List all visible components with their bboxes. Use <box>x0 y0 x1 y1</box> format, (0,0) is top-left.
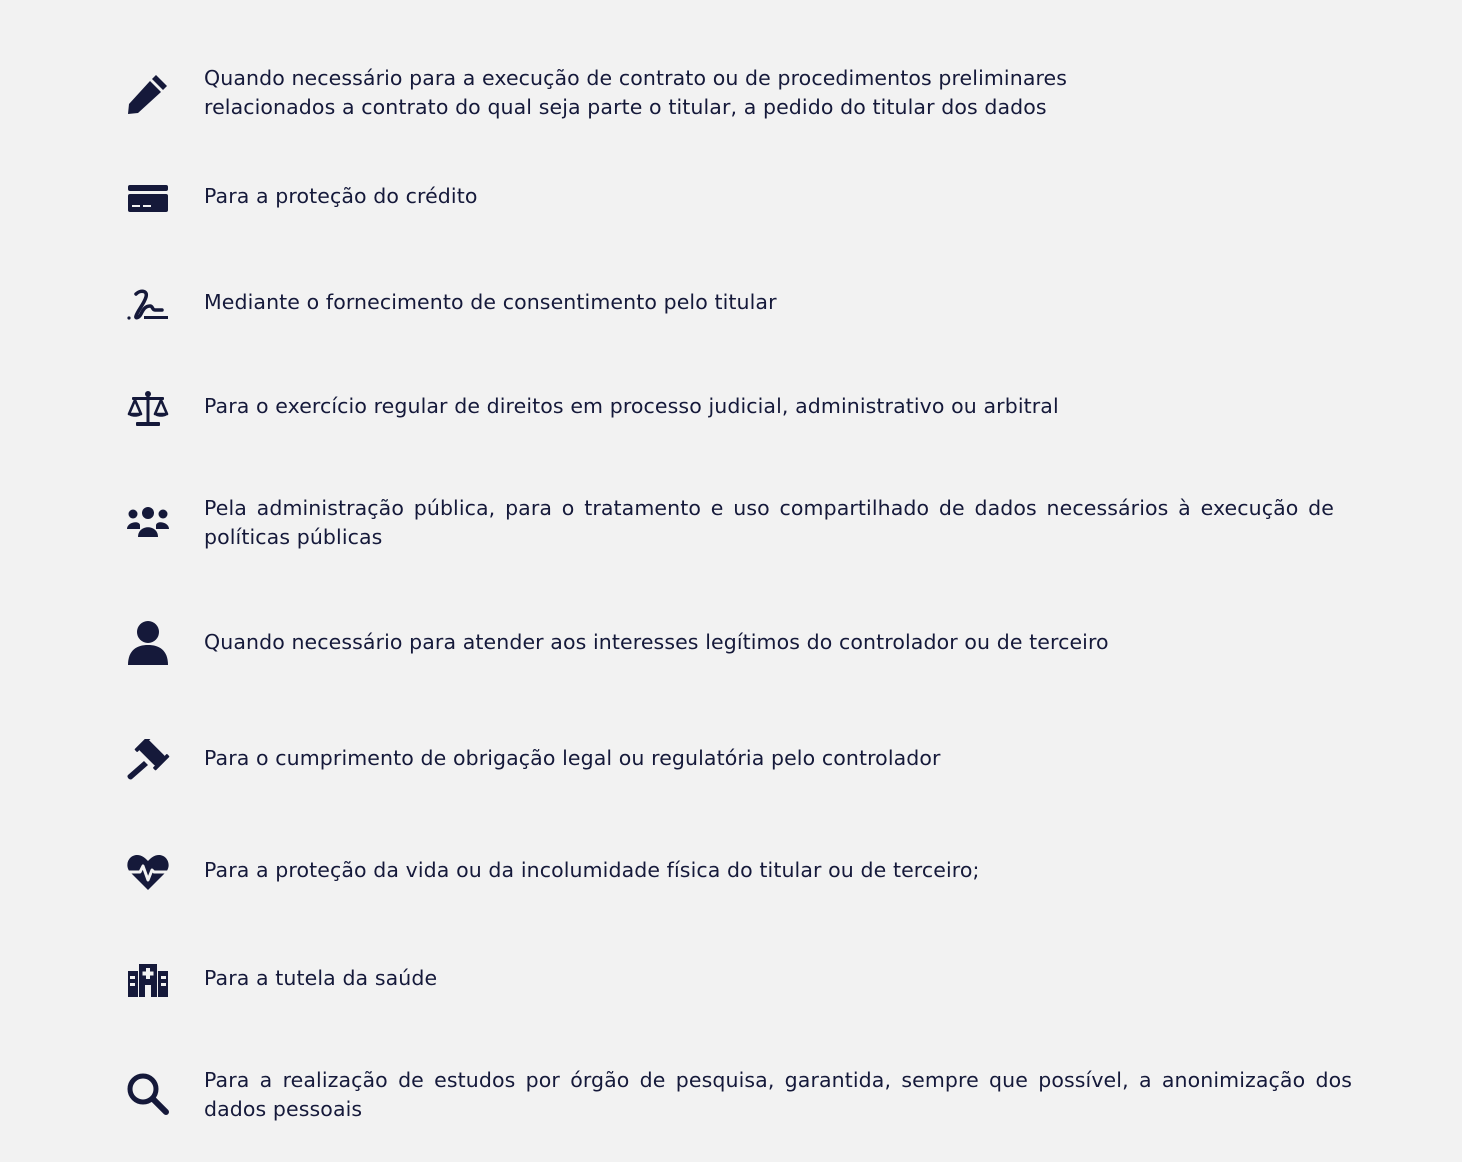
item-text: Para a realização de estudos por órgão de pesquisa, garantida, sempre que possível, a anonimização dos dados pessoais <box>204 1068 1352 1121</box>
item-text: Mediante o fornecimento de consentimento pelo titular <box>204 290 777 314</box>
credit-card-icon <box>126 176 170 220</box>
item-text: Quando necessário para a execução de contrato ou de procedimentos preliminares relacionados a contrato do qual seja parte o titular, a pedido do titular dos dados <box>204 66 1068 119</box>
item-text: Para a proteção da vida ou da incolumidade física do titular ou de terceiro; <box>204 858 980 882</box>
signature-icon <box>126 282 170 326</box>
pencil-icon <box>126 72 170 116</box>
hospital-icon <box>126 958 170 1002</box>
users-icon <box>126 500 170 544</box>
item-text: Para a tutela da saúde <box>204 966 438 990</box>
item-text: Para a proteção do crédito <box>204 184 478 208</box>
user-icon <box>126 621 170 665</box>
balance-scale-icon <box>126 386 170 430</box>
search-icon <box>126 1072 170 1116</box>
item-text: Para o cumprimento de obrigação legal ou regulatória pelo controlador <box>204 746 941 770</box>
item-text: Para o exercício regular de direitos em processo judicial, administrativo ou arbitral <box>204 394 1059 418</box>
item-text: Quando necessário para atender aos interesses legítimos do controlador ou de terceiro <box>204 630 1109 654</box>
heartbeat-icon <box>126 850 170 894</box>
item-text: Pela administração pública, para o tratamento e uso compartilhado de dados necessários à execução de políticas públicas <box>204 496 1334 549</box>
gavel-icon <box>126 738 170 782</box>
